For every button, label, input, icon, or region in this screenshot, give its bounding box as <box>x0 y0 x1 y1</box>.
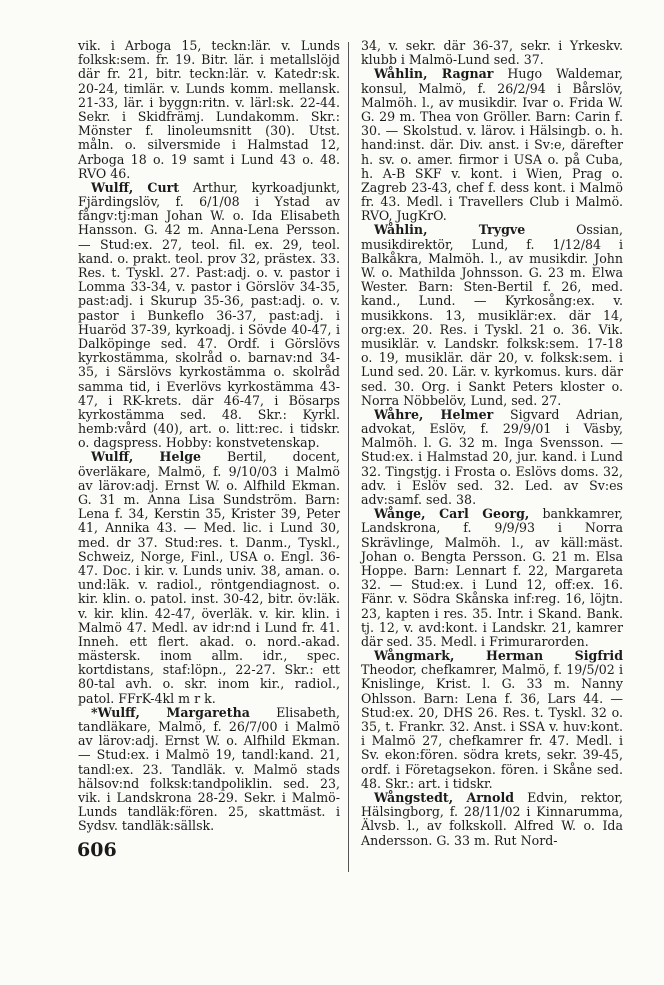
left-column <box>78 39 340 834</box>
entry-name: Wåhlin, Ragnar <box>374 66 494 82</box>
entry-continuation: vik. i Arboga 15, teckn:lär. v. Lunds folksk:sem. fr. 19. Bitr. lär. i metallslöjd där fr. 21, bitr. teckn:lär. v. Katedr:sk. 20-24, timlär. v. Lunds komm. mellansk. 21-33, lär. i byggn:ritn. v. lärl:sk. 22-44. Sekr. i Skidfrämj. Lundakomm. Skr.: Mönster f. linoleumsnitt (30). Utst. måln. o. silversmide i Halmstad 12, Arboga 18 o. 19 samt i Lund 43 o. 48. RVO 46. <box>78 38 340 181</box>
entry-wulff-curt: Wulff, Curt Arthur, kyrkoadjunkt, Fjärdingslöv, f. 6/1/08 i Ystad av fångv:tj:man Johan W. o. Ida Elisabeth Hansson. G. 42 m. Anna-Lena Persson. — Stud:ex. 27, teol. fil. ex. 29, teol. kand. o. prakt. teol. prov 32, prästex. 33. Res. t. Tyskl. 27. Past:adj. o. v. pastor i Lomma 33-34, v. pastor i Görslöv 34-35, past:adj. i Skurup 35-36, past:adj. o. v. pastor i Bunkeflo 36-37, past:adj. i Huaröd 37-39, kyrkoadj. i Sövde 40-47, i Dalköpinge sed. 47. Ordf. i Görslövs kyrkostämma, skolråd o. barnav:nd 34-35, i Särslövs kyrkostämma o. skolråd samma tid, i Everlövs kyrkostämma 43-47, i RK-krets. där 46-47, i Bösarps kyrkostämma sed. 48. Skr.: Kyrkl. hemb:vård (40), art. o. litt:rec. i tidskr. o. dagspress. Hobby: konstvetenskap. <box>78 179 341 451</box>
page-number: 606 <box>77 839 117 861</box>
entry-name: Wånge, Carl Georg, <box>374 506 530 522</box>
entry-wahre-helmer: Wåhre, Helmer Sigvard Adrian, advokat, Eslöv, f. 29/9/01 i Väsby, Malmöh. l. G. 32 m. Inga Svensson. — Stud:ex. i Halmstad 20, jur. kand. i Lund 32. Tingstjg. i Frosta o. Eslövs doms. 32, adv. i Eslöv sed. 32. Led. av Sv:es adv:samf. sed. 38. <box>361 406 623 507</box>
entry-wahlin-ragnar: Wåhlin, Ragnar Hugo Waldemar, konsul, Malmö, f. 26/2/94 i Bårslöv, Malmöh. l., av musikdir. Ivar o. Frida W. G. 29 m. Thea von Gröller. Barn: Carin f. 30. — Skolstud. v. lärov. i Hälsingb. o. h. hand:inst. där. Div. anst. i Sv:e, därefter h. sv. o. amer. firmor i USA o. på Cuba, h. A-B SKF v. kont. i Wien, Prag o. Zagreb 23-43, chef f. dess kont. i Malmö fr. 43. Medl. i Travellers Club i Malmö. RVO, JugKrO. <box>361 66 624 224</box>
column-divider <box>348 42 349 872</box>
entry-wulff-margaretha: *Wulff, Margaretha Elisabeth, tandläkare, Malmö, f. 26/7/00 i Malmö av lärov:adj. Ernst W. o. Alfhild Ekman. — Stud:ex. i Malmö 19, tandl:kand. 21, tandl:ex. 23. Tandläk. v. Malmö stads hälsov:nd folksk:tandpoliklin. sed. 23, vik. i Landskrona 28-29. Sekr. i Malmö-Lunds tandläk:fören. 25, skattmäst. i Sydsv. tandläk:sällsk. <box>78 704 340 834</box>
entry-wahlin-trygve: Wåhlin, Trygve Ossian, musikdirektör, Lund, f. 1/12/84 i Balkåkra, Malmöh. l., av musikdir. John W. o. Mathilda Johnsson. G. 23 m. Elwa Wester. Barn: Sten-Bertil f. 26, med. kand., Lund. — Kyrkosång:ex. v. musikkons. 13, musiklär:ex. där 14, org:ex. 20. Res. i Tyskl. 21 o. 36. Vik. musiklär. v. Landskr. folksk:sem. 17-18 o. 19, musiklär. där 20, v. folksk:sem. i Lund sed. 20. Lär. v. kyrkomus. kurs. där sed. 30. Org. i Sankt Peters kloster o. Norra Nöbbelöv, Lund, sed. 27. <box>361 222 623 408</box>
entry-wange-carl: Wånge, Carl Georg, bankkamrer, Landskrona, f. 9/9/93 i Norra Skrävlinge, Malmöh. l., av käll:mäst. Johan o. Bengta Persson. G. 21 m. Elsa Hoppe. Barn: Lennart f. 22, Margareta 32. — Stud:ex. i Lund 12, off:ex. 16. Fänr. v. Södra Skånska inf:reg. 16, löjtn. 23, kapten i res. 35. Intr. i Skand. Bank. tj. 12, v. avd:kont. i Landskr. 21, kamrer där sed. 35. Medl. i Frimurarorden. <box>361 506 623 649</box>
entry-wangstedt-arnold: Wångstedt, Arnold Edvin, rektor, Hälsingborg, f. 28/11/02 i Kinnarumma, Älvsb. l., av folkskoll. Alfred W. o. Ida Andersson. G. 33 m. Rut Nord- <box>361 789 623 848</box>
entry-continuation: 34, v. sekr. där 36-37, sekr. i Yrkeskv. klubb i Malmö-Lund sed. 37. <box>361 38 623 68</box>
entry-name: Wulff, Curt <box>91 179 180 195</box>
entry-wangmark-herman: Wångmark, Herman Sigfrid Theodor, chefkamrer, Malmö, f. 19/5/02 i Knislinge, Krist. l. G. 33 m. Nanny Ohlsson. Barn: Lena f. 36, Lars 44. — Stud:ex. 20, DHS 26. Res. t. Tyskl. 32 o. 35, t. Frankr. 32. Anst. i SSA v. huv:kont. i Malmö 27, chefkamrer fr. 47. Medl. i Sv. ekon:fören. södra krets, sekr. 39-45, ordf. i Företagsekon. fören. i Skåne sed. 48. Skr.: art. i tidskr. <box>361 648 623 791</box>
right-column <box>361 39 623 848</box>
entry-name: Wåhre, Helmer <box>374 406 494 422</box>
entry-name: Wångmark, Herman Sigfrid <box>374 648 623 664</box>
entry-name: *Wulff, Margaretha <box>91 704 250 720</box>
entry-name: Wåhlin, Trygve <box>374 222 526 238</box>
entry-name: Wångstedt, Arnold <box>374 789 515 805</box>
entry-wulff-helge: Wulff, Helge Bertil, docent, överläkare, Malmö, f. 9/10/03 i Malmö av lärov:adj. Ernst W. o. Alfhild Ekman. G. 31 m. Anna Lisa Sundström. Barn: Lena f. 34, Kerstin 35, Krister 39, Peter 41, Annika 43. — Med. lic. i Lund 30, med. dr 37. Stud:res. t. Danm., Tyskl., Schweiz, Norge, Finl., USA o. Engl. 36-47. Doc. i kir. v. Lunds univ. 38, aman. o. und:läk. v. radiol., röntgendiagnost. o. kir. klin. o. patol. inst. 30-42, bitr. öv:läk. v. kir. klin. 42-47, överläk. v. kir. klin. i Malmö 47. Medl. av idr:nd i Lund fr. 41. Inneh. ett flert. akad. o. nord.-akad. mästersk. inom allm. idr., spec. kortdistans, staf:löpn., 22-27. Skr.: ett 80-tal avh. o. skr. inom kir., radiol., patol. FFrK-4kl m r k. <box>78 449 340 706</box>
entry-name: Wulff, Helge <box>91 449 202 465</box>
